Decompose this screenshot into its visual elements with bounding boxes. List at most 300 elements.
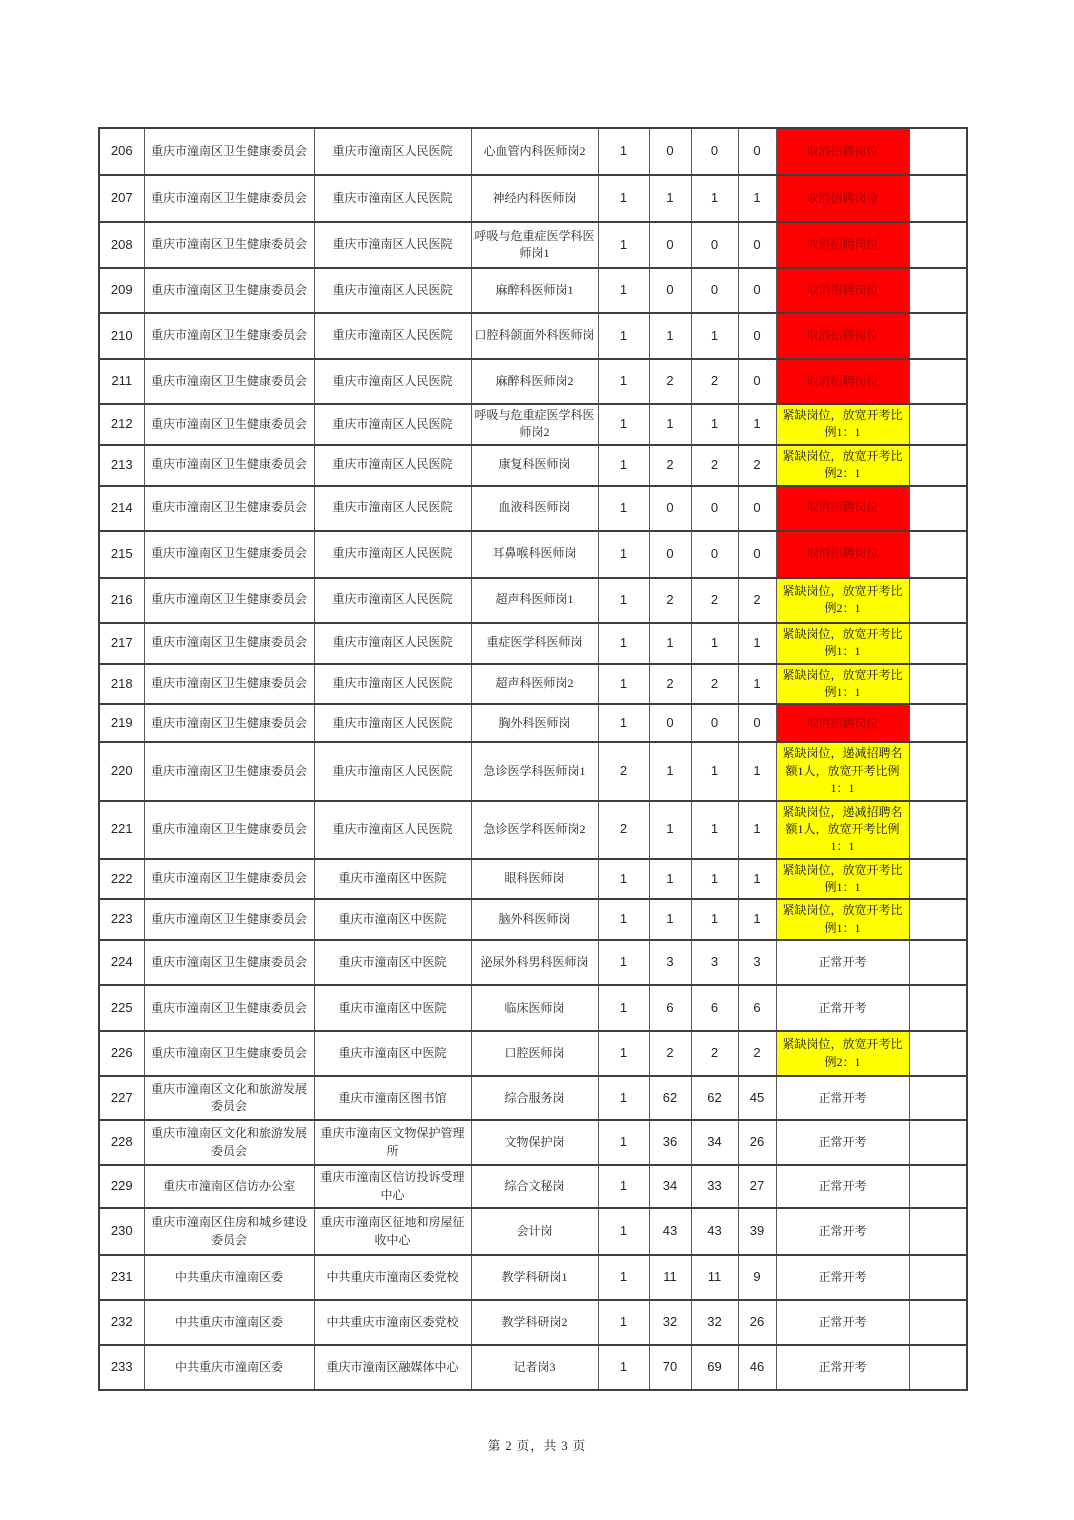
cell-count-1: 1	[598, 1255, 649, 1300]
table-row	[99, 445, 967, 486]
cell-count-2: 0	[649, 531, 691, 578]
cell-unit: 重庆市潼南区人民医院	[314, 742, 471, 800]
cell-count-2: 11	[649, 1255, 691, 1300]
cell-count-2: 32	[649, 1300, 691, 1345]
table-row	[99, 268, 967, 313]
cell-count-1: 2	[598, 742, 649, 800]
cell-count-4: 1	[738, 623, 776, 664]
cell-count-3: 2	[691, 445, 738, 486]
cell-serial-number: 206	[99, 128, 144, 175]
cell-count-3: 1	[691, 859, 738, 900]
cell-status: 取消招聘岗位	[776, 704, 909, 742]
cell-blank	[909, 742, 967, 800]
cell-blank	[909, 175, 967, 222]
cell-count-2: 2	[649, 1031, 691, 1076]
cell-department: 中共重庆市潼南区委	[144, 1345, 314, 1390]
cell-serial-number: 217	[99, 623, 144, 664]
cell-count-3: 0	[691, 128, 738, 175]
cell-count-4: 1	[738, 404, 776, 445]
cell-count-3: 62	[691, 1076, 738, 1120]
cell-count-4: 1	[738, 859, 776, 900]
cell-count-1: 1	[598, 404, 649, 445]
cell-blank	[909, 128, 967, 175]
cell-count-2: 3	[649, 940, 691, 985]
cell-status: 紧缺岗位，放宽开考比例2：1	[776, 578, 909, 623]
cell-unit: 重庆市潼南区信访投诉受理中心	[314, 1165, 471, 1208]
cell-count-3: 43	[691, 1208, 738, 1255]
cell-department: 重庆市潼南区卫生健康委员会	[144, 1031, 314, 1076]
cell-count-4: 26	[738, 1120, 776, 1165]
cell-count-4: 0	[738, 359, 776, 404]
cell-blank	[909, 1255, 967, 1300]
cell-department: 重庆市潼南区卫生健康委员会	[144, 222, 314, 268]
cell-count-1: 1	[598, 313, 649, 359]
cell-position: 呼吸与危重症医学科医师岗2	[471, 404, 598, 445]
cell-position: 综合服务岗	[471, 1076, 598, 1120]
cell-status: 正常开考	[776, 1255, 909, 1300]
table-row	[99, 899, 967, 940]
cell-blank	[909, 1165, 967, 1208]
cell-count-1: 1	[598, 1076, 649, 1120]
table-row	[99, 664, 967, 705]
cell-department: 重庆市潼南区卫生健康委员会	[144, 313, 314, 359]
cell-status: 正常开考	[776, 1076, 909, 1120]
cell-serial-number: 225	[99, 985, 144, 1031]
cell-count-3: 33	[691, 1165, 738, 1208]
cell-status: 紧缺岗位，放宽开考比例1：1	[776, 623, 909, 664]
cell-count-1: 1	[598, 486, 649, 531]
cell-department: 中共重庆市潼南区委	[144, 1255, 314, 1300]
cell-count-3: 32	[691, 1300, 738, 1345]
cell-count-4: 1	[738, 742, 776, 800]
cell-count-2: 6	[649, 985, 691, 1031]
cell-serial-number: 209	[99, 268, 144, 313]
cell-count-4: 0	[738, 531, 776, 578]
cell-position: 眼科医师岗	[471, 859, 598, 900]
cell-serial-number: 216	[99, 578, 144, 623]
cell-unit: 重庆市潼南区图书馆	[314, 1076, 471, 1120]
cell-department: 重庆市潼南区卫生健康委员会	[144, 859, 314, 900]
cell-count-4: 0	[738, 704, 776, 742]
cell-position: 麻醉科医师岗1	[471, 268, 598, 313]
cell-position: 胸外科医师岗	[471, 704, 598, 742]
cell-blank	[909, 531, 967, 578]
cell-count-1: 1	[598, 1120, 649, 1165]
table-row	[99, 1165, 967, 1208]
cell-unit: 重庆市潼南区中医院	[314, 899, 471, 940]
cell-serial-number: 211	[99, 359, 144, 404]
cell-department: 重庆市潼南区信访办公室	[144, 1165, 314, 1208]
cell-count-2: 1	[649, 313, 691, 359]
cell-count-1: 1	[598, 899, 649, 940]
cell-department: 重庆市潼南区卫生健康委员会	[144, 742, 314, 800]
cell-unit: 重庆市潼南区人民医院	[314, 175, 471, 222]
cell-status: 紧缺岗位，放宽开考比例2：1	[776, 445, 909, 486]
cell-unit: 重庆市潼南区人民医院	[314, 222, 471, 268]
cell-blank	[909, 1120, 967, 1165]
cell-count-1: 1	[598, 359, 649, 404]
cell-position: 口腔医师岗	[471, 1031, 598, 1076]
cell-blank	[909, 704, 967, 742]
cell-unit: 重庆市潼南区人民医院	[314, 664, 471, 705]
cell-count-2: 2	[649, 664, 691, 705]
cell-serial-number: 231	[99, 1255, 144, 1300]
table-body	[99, 128, 967, 1390]
cell-count-3: 1	[691, 801, 738, 859]
cell-position: 脑外科医师岗	[471, 899, 598, 940]
cell-count-4: 0	[738, 268, 776, 313]
cell-count-1: 1	[598, 578, 649, 623]
cell-count-1: 1	[598, 1031, 649, 1076]
cell-unit: 重庆市潼南区人民医院	[314, 359, 471, 404]
cell-unit: 重庆市潼南区融媒体中心	[314, 1345, 471, 1390]
cell-count-3: 0	[691, 486, 738, 531]
cell-status: 取消招聘岗位	[776, 313, 909, 359]
table-row	[99, 175, 967, 222]
cell-count-1: 1	[598, 222, 649, 268]
cell-status: 正常开考	[776, 1208, 909, 1255]
table-row	[99, 1120, 967, 1165]
cell-position: 文物保护岗	[471, 1120, 598, 1165]
cell-status: 紧缺岗位，递减招聘名额1人，放宽开考比例1：1	[776, 801, 909, 859]
cell-serial-number: 226	[99, 1031, 144, 1076]
cell-count-2: 1	[649, 801, 691, 859]
cell-department: 重庆市潼南区文化和旅游发展委员会	[144, 1120, 314, 1165]
table-row	[99, 1031, 967, 1076]
cell-department: 重庆市潼南区卫生健康委员会	[144, 985, 314, 1031]
cell-count-4: 3	[738, 940, 776, 985]
cell-count-1: 1	[598, 1345, 649, 1390]
cell-unit: 重庆市潼南区人民医院	[314, 313, 471, 359]
cell-department: 重庆市潼南区卫生健康委员会	[144, 704, 314, 742]
cell-serial-number: 230	[99, 1208, 144, 1255]
cell-count-4: 9	[738, 1255, 776, 1300]
cell-count-4: 2	[738, 1031, 776, 1076]
cell-unit: 重庆市潼南区人民医院	[314, 704, 471, 742]
cell-serial-number: 214	[99, 486, 144, 531]
cell-count-2: 43	[649, 1208, 691, 1255]
table-row	[99, 801, 967, 859]
table-row	[99, 940, 967, 985]
cell-serial-number: 228	[99, 1120, 144, 1165]
cell-count-3: 0	[691, 704, 738, 742]
cell-department: 重庆市潼南区卫生健康委员会	[144, 940, 314, 985]
cell-count-3: 2	[691, 1031, 738, 1076]
cell-count-2: 0	[649, 704, 691, 742]
cell-position: 血液科医师岗	[471, 486, 598, 531]
cell-count-3: 34	[691, 1120, 738, 1165]
cell-count-2: 1	[649, 899, 691, 940]
cell-department: 重庆市潼南区文化和旅游发展委员会	[144, 1076, 314, 1120]
cell-position: 教学科研岗2	[471, 1300, 598, 1345]
cell-count-1: 1	[598, 704, 649, 742]
cell-serial-number: 224	[99, 940, 144, 985]
cell-count-1: 1	[598, 1300, 649, 1345]
cell-count-3: 0	[691, 222, 738, 268]
cell-count-1: 1	[598, 859, 649, 900]
cell-count-2: 1	[649, 623, 691, 664]
cell-department: 重庆市潼南区卫生健康委员会	[144, 664, 314, 705]
table-row	[99, 1345, 967, 1390]
cell-position: 临床医师岗	[471, 985, 598, 1031]
cell-position: 呼吸与危重症医学科医师岗1	[471, 222, 598, 268]
cell-status: 紧缺岗位，递减招聘名额1人，放宽开考比例1：1	[776, 742, 909, 800]
cell-department: 重庆市潼南区卫生健康委员会	[144, 899, 314, 940]
table-row	[99, 404, 967, 445]
cell-position: 急诊医学科医师岗1	[471, 742, 598, 800]
cell-status: 取消招聘岗位	[776, 359, 909, 404]
cell-position: 泌尿外科男科医师岗	[471, 940, 598, 985]
cell-status: 正常开考	[776, 1345, 909, 1390]
cell-blank	[909, 1208, 967, 1255]
cell-count-1: 1	[598, 445, 649, 486]
cell-count-2: 2	[649, 359, 691, 404]
cell-position: 神经内科医师岗	[471, 175, 598, 222]
cell-count-1: 1	[598, 623, 649, 664]
cell-status: 紧缺岗位，放宽开考比例1：1	[776, 404, 909, 445]
cell-status: 取消招聘岗位	[776, 222, 909, 268]
cell-position: 超声科医师岗2	[471, 664, 598, 705]
cell-count-2: 2	[649, 578, 691, 623]
page-footer: 第 2 页，共 3 页	[487, 1439, 587, 1453]
cell-unit: 中共重庆市潼南区委党校	[314, 1255, 471, 1300]
cell-serial-number: 222	[99, 859, 144, 900]
cell-department: 重庆市潼南区住房和城乡建设委员会	[144, 1208, 314, 1255]
cell-unit: 重庆市潼南区中医院	[314, 940, 471, 985]
cell-blank	[909, 404, 967, 445]
cell-count-1: 1	[598, 128, 649, 175]
cell-department: 重庆市潼南区卫生健康委员会	[144, 578, 314, 623]
cell-department: 重庆市潼南区卫生健康委员会	[144, 359, 314, 404]
cell-department: 中共重庆市潼南区委	[144, 1300, 314, 1345]
cell-status: 正常开考	[776, 1120, 909, 1165]
cell-serial-number: 233	[99, 1345, 144, 1390]
cell-count-2: 0	[649, 268, 691, 313]
cell-department: 重庆市潼南区卫生健康委员会	[144, 531, 314, 578]
cell-unit: 重庆市潼南区征地和房屋征收中心	[314, 1208, 471, 1255]
table-row	[99, 1255, 967, 1300]
cell-position: 康复科医师岗	[471, 445, 598, 486]
cell-department: 重庆市潼南区卫生健康委员会	[144, 268, 314, 313]
cell-count-4: 45	[738, 1076, 776, 1120]
cell-unit: 重庆市潼南区人民医院	[314, 801, 471, 859]
cell-blank	[909, 1300, 967, 1345]
cell-count-4: 1	[738, 664, 776, 705]
cell-unit: 重庆市潼南区中医院	[314, 985, 471, 1031]
cell-blank	[909, 623, 967, 664]
cell-status: 紧缺岗位，放宽开考比例2：1	[776, 1031, 909, 1076]
table-row	[99, 313, 967, 359]
cell-count-3: 0	[691, 531, 738, 578]
cell-serial-number: 232	[99, 1300, 144, 1345]
cell-blank	[909, 899, 967, 940]
cell-serial-number: 218	[99, 664, 144, 705]
cell-blank	[909, 222, 967, 268]
cell-serial-number: 213	[99, 445, 144, 486]
cell-blank	[909, 801, 967, 859]
table-row	[99, 531, 967, 578]
cell-unit: 重庆市潼南区中医院	[314, 859, 471, 900]
cell-status: 正常开考	[776, 985, 909, 1031]
cell-serial-number: 221	[99, 801, 144, 859]
cell-count-3: 2	[691, 578, 738, 623]
table-row	[99, 222, 967, 268]
cell-blank	[909, 1031, 967, 1076]
cell-serial-number: 212	[99, 404, 144, 445]
cell-department: 重庆市潼南区卫生健康委员会	[144, 623, 314, 664]
cell-unit: 重庆市潼南区人民医院	[314, 128, 471, 175]
cell-status: 取消招聘岗位	[776, 175, 909, 222]
cell-count-2: 1	[649, 859, 691, 900]
cell-count-4: 0	[738, 486, 776, 531]
table-row	[99, 359, 967, 404]
cell-count-4: 27	[738, 1165, 776, 1208]
cell-serial-number: 208	[99, 222, 144, 268]
cell-count-3: 6	[691, 985, 738, 1031]
cell-blank	[909, 313, 967, 359]
cell-serial-number: 220	[99, 742, 144, 800]
cell-status: 取消招聘岗位	[776, 268, 909, 313]
cell-department: 重庆市潼南区卫生健康委员会	[144, 404, 314, 445]
cell-count-2: 0	[649, 222, 691, 268]
cell-count-2: 70	[649, 1345, 691, 1390]
cell-count-4: 6	[738, 985, 776, 1031]
cell-blank	[909, 268, 967, 313]
cell-count-4: 0	[738, 128, 776, 175]
cell-status: 正常开考	[776, 1300, 909, 1345]
table-row	[99, 1076, 967, 1120]
cell-unit: 重庆市潼南区中医院	[314, 1031, 471, 1076]
cell-position: 口腔科颌面外科医师岗	[471, 313, 598, 359]
table-row	[99, 742, 967, 800]
cell-blank	[909, 859, 967, 900]
cell-count-1: 1	[598, 175, 649, 222]
cell-department: 重庆市潼南区卫生健康委员会	[144, 486, 314, 531]
cell-status: 取消招聘岗位	[776, 128, 909, 175]
cell-serial-number: 223	[99, 899, 144, 940]
table-row	[99, 623, 967, 664]
table-row	[99, 486, 967, 531]
cell-count-2: 1	[649, 742, 691, 800]
cell-status: 紧缺岗位，放宽开考比例1：1	[776, 899, 909, 940]
cell-status: 取消招聘岗位	[776, 531, 909, 578]
cell-blank	[909, 359, 967, 404]
cell-count-3: 2	[691, 359, 738, 404]
cell-count-1: 1	[598, 664, 649, 705]
cell-count-3: 1	[691, 742, 738, 800]
cell-count-3: 2	[691, 664, 738, 705]
recruitment-table	[98, 127, 968, 1391]
cell-count-3: 3	[691, 940, 738, 985]
cell-count-4: 1	[738, 175, 776, 222]
table-row	[99, 1300, 967, 1345]
cell-count-3: 1	[691, 313, 738, 359]
cell-count-2: 34	[649, 1165, 691, 1208]
cell-count-3: 0	[691, 268, 738, 313]
cell-position: 急诊医学科医师岗2	[471, 801, 598, 859]
cell-unit: 重庆市潼南区人民医院	[314, 531, 471, 578]
table-row	[99, 578, 967, 623]
cell-count-4: 0	[738, 313, 776, 359]
cell-position: 重症医学科医师岗	[471, 623, 598, 664]
cell-unit: 中共重庆市潼南区委党校	[314, 1300, 471, 1345]
cell-count-4: 2	[738, 445, 776, 486]
cell-count-4: 2	[738, 578, 776, 623]
cell-count-4: 1	[738, 801, 776, 859]
cell-position: 心血管内科医师岗2	[471, 128, 598, 175]
cell-count-1: 1	[598, 940, 649, 985]
cell-unit: 重庆市潼南区人民医院	[314, 578, 471, 623]
cell-count-1: 1	[598, 531, 649, 578]
cell-department: 重庆市潼南区卫生健康委员会	[144, 175, 314, 222]
cell-status: 取消招聘岗位	[776, 486, 909, 531]
cell-count-3: 1	[691, 175, 738, 222]
cell-count-1: 1	[598, 1208, 649, 1255]
cell-position: 综合文秘岗	[471, 1165, 598, 1208]
cell-unit: 重庆市潼南区人民医院	[314, 404, 471, 445]
cell-blank	[909, 486, 967, 531]
cell-blank	[909, 940, 967, 985]
cell-department: 重庆市潼南区卫生健康委员会	[144, 445, 314, 486]
cell-count-3: 11	[691, 1255, 738, 1300]
table-row	[99, 704, 967, 742]
cell-serial-number: 227	[99, 1076, 144, 1120]
cell-position: 耳鼻喉科医师岗	[471, 531, 598, 578]
cell-unit: 重庆市潼南区文物保护管理所	[314, 1120, 471, 1165]
table-row	[99, 859, 967, 900]
cell-serial-number: 229	[99, 1165, 144, 1208]
cell-serial-number: 210	[99, 313, 144, 359]
cell-serial-number: 215	[99, 531, 144, 578]
cell-blank	[909, 578, 967, 623]
cell-status: 正常开考	[776, 1165, 909, 1208]
cell-blank	[909, 445, 967, 486]
cell-position: 超声科医师岗1	[471, 578, 598, 623]
cell-unit: 重庆市潼南区人民医院	[314, 486, 471, 531]
cell-count-4: 39	[738, 1208, 776, 1255]
cell-blank	[909, 664, 967, 705]
table-row	[99, 1208, 967, 1255]
cell-blank	[909, 985, 967, 1031]
cell-count-2: 2	[649, 445, 691, 486]
cell-blank	[909, 1076, 967, 1120]
cell-count-3: 69	[691, 1345, 738, 1390]
cell-position: 会计岗	[471, 1208, 598, 1255]
cell-status: 紧缺岗位，放宽开考比例1：1	[776, 859, 909, 900]
cell-position: 麻醉科医师岗2	[471, 359, 598, 404]
cell-position: 记者岗3	[471, 1345, 598, 1390]
cell-count-4: 46	[738, 1345, 776, 1390]
cell-count-2: 36	[649, 1120, 691, 1165]
cell-count-4: 1	[738, 899, 776, 940]
cell-status: 正常开考	[776, 940, 909, 985]
cell-count-3: 1	[691, 899, 738, 940]
cell-serial-number: 207	[99, 175, 144, 222]
cell-count-4: 26	[738, 1300, 776, 1345]
cell-count-2: 62	[649, 1076, 691, 1120]
cell-count-2: 1	[649, 404, 691, 445]
cell-department: 重庆市潼南区卫生健康委员会	[144, 801, 314, 859]
cell-count-3: 1	[691, 404, 738, 445]
cell-department: 重庆市潼南区卫生健康委员会	[144, 128, 314, 175]
table-row	[99, 128, 967, 175]
cell-count-1: 1	[598, 268, 649, 313]
cell-count-1: 1	[598, 1165, 649, 1208]
cell-count-1: 2	[598, 801, 649, 859]
cell-count-2: 0	[649, 128, 691, 175]
cell-unit: 重庆市潼南区人民医院	[314, 623, 471, 664]
cell-count-3: 1	[691, 623, 738, 664]
